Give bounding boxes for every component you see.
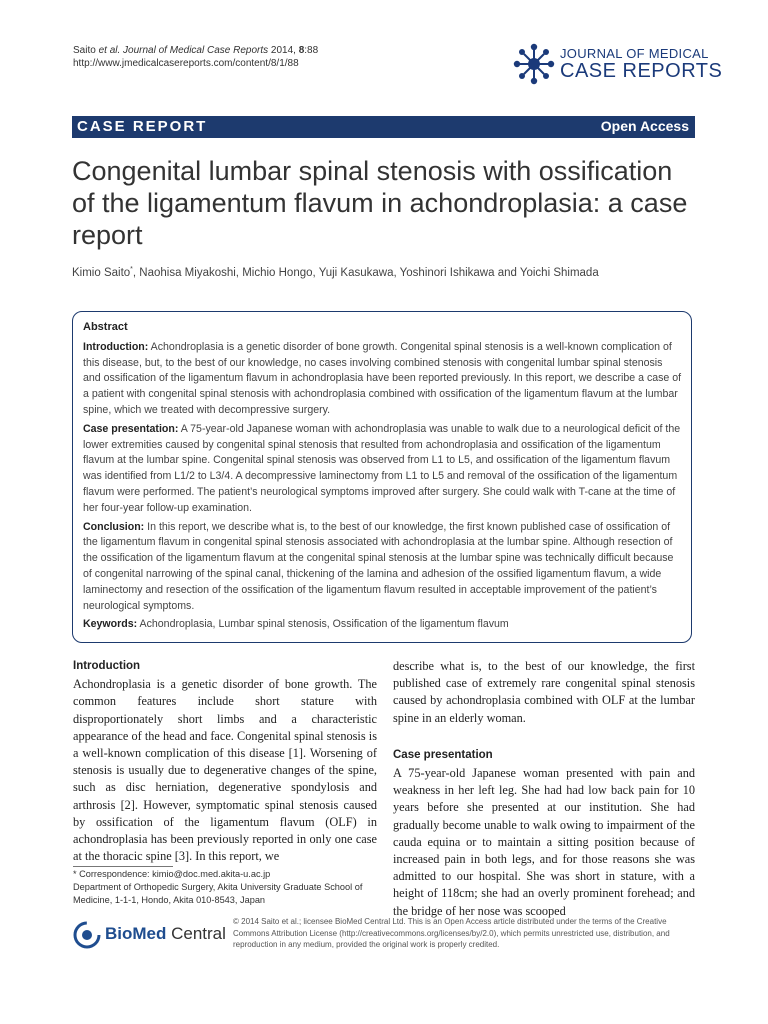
journal-logo-line1: JOURNAL OF MEDICAL xyxy=(560,46,709,61)
abstract-heading: Abstract xyxy=(83,321,128,333)
co-authors: , Naohisa Miyakoshi, Michio Hongo, Yuji Kasukawa, Yoshinori Ishikawa and Yoichi Shimada xyxy=(132,266,599,279)
footnote-divider xyxy=(73,866,173,867)
abstract-case-text: A 75-year-old Japanese woman with achondroplasia was unable to walk due to a neurological deficit of the lower extremities caused by congenital spinal stenosis that resulted from achondroplasia and ossification of the ligamentum flavum at the lumbar spine. Congenital spinal stenosis was observed from L1 to L5, and ossification of the ligamentum flavum was identified from L1/2 to L3/4. A decompressive laminectomy from L1 to L5 and removal of the ossification of the ligamentum flavum were performed. The patient’s neurological symptoms improved after surgery. She could walk with T-cane at the time of her four-year follow-up examination. xyxy=(83,422,681,514)
citation-journal: Journal of Medical Case Reports xyxy=(120,45,269,56)
article-type-bar xyxy=(72,116,695,138)
biomed-logo-bold: BioMed xyxy=(105,924,167,943)
citation-volume: 8 xyxy=(298,45,305,56)
corresponding-mark: * xyxy=(130,266,133,273)
abstract-introduction xyxy=(83,340,683,419)
abstract-conclusion-text: In this report, we describe what is, to the best of our knowledge, the first known published case of ossification of the ligamentum flavum in congenital spinal stenosis associated with achondroplasia at the lumbar spine. Although resection of the ossification of the ligamentum flavum at the congenital spinal stenosis at the lumbar spine was technically difficult because of congenital narrowing of the spinal canal, thickening of the lamina and adhesion of the ossified ligamentum flavum, a wide laminectomy and resection of the ossification of the ligamentum flavum resulted in acceptable improvement of the patient’s neurological symptoms. xyxy=(83,520,674,612)
affiliation-note: Department of Orthopedic Surgery, Akita University Graduate School of Medicine, 1-1-1, Hondo, Akita 010-8543, Japan xyxy=(73,882,363,905)
biomed-logo-rest: Central xyxy=(166,924,226,943)
keywords-text: Achondroplasia, Lumbar spinal stenosis, Ossification of the ligamentum flavum xyxy=(137,618,509,631)
journal-logo-line2: CASE REPORTS xyxy=(560,60,723,82)
citation-line xyxy=(73,44,318,57)
case-presentation-text: A 75-year-old Japanese woman presented with pain and weakness in her left leg. She had had low back pain for 10 years before she presented at our institution. She had gradually become unable to walk owing to impairment of the cauda equina or to maintain a sitting position because of increased pain in both legs, and for those reasons she was admitted to our hospital. She was short in stature, with a height of 118cm; she had an overly prominent forehead; and the bridge of her nose was scooped xyxy=(393,766,695,918)
first-author[interactable]: Kimio Saito xyxy=(72,266,131,279)
introduction-continued: describe what is, to the best of our knowledge, the first published case of extremely rare congenital spinal stenosis caused by achondroplasia combined with OLF at the lumbar spine in an elderly woman. xyxy=(393,659,695,725)
journal-emblem-icon xyxy=(512,42,556,86)
license-text: © 2014 Saito et al.; licensee BioMed Central Ltd. This is an Open Access article distributed under the terms of the Creative Commons Attribution License (http://creativecommons.org/licenses/by/2.0), which permits unrestricted use, distribution, and reproduction in any medium, provided the original work is properly credited. xyxy=(233,917,670,949)
introduction-heading: Introduction xyxy=(73,660,141,672)
biomed-logo-text xyxy=(105,924,226,944)
introduction-text: Achondroplasia is a genetic disorder of bone growth. The common features include short stature with disproportionately short limbs and a characteristic appearance of the head and face. Congenital spinal stenosis is a well-known complication of this disease [1]. Worsening of stenosis is usually due to degenerative changes of the spine, such as disc herniation, degenerative spondylosis and arthrosis [2]. However, symptomatic spinal stenosis caused by ossification of the ligamentum flavum (OLF) in achondroplasia has been previously reported in only one case at the thoracic spine [3]. In this report, we xyxy=(73,677,377,864)
citation-pages: :88 xyxy=(304,45,319,56)
abstract-keywords xyxy=(83,617,683,633)
abstract-intro-text: Achondroplasia is a genetic disorder of bone growth. Congenital spinal stenosis is a well-known complication of this disease, but, to the best of our knowledge, no cases involving combined stenosis with congenital lumbar spinal stenosis and ossification of the ligamentum flavum in achondroplasia have been reported previously. In this report, we describe a case of a patient with congenital spinal stenosis with achondroplasia combined with ossification of the ligamentum flavum at the lumbar spine, which we treated with decompressive surgery. xyxy=(83,340,682,416)
abstract-box xyxy=(72,311,692,643)
open-access-label: Open Access xyxy=(600,118,689,134)
journal-logo xyxy=(512,40,723,88)
citation-etal: et al. xyxy=(98,45,121,56)
correspondence-note[interactable]: * Correspondence: kimio@doc.med.akita-u.ac.jp xyxy=(73,869,271,879)
abstract-conclusion xyxy=(83,520,683,615)
abstract-case-presentation xyxy=(83,422,683,517)
biomed-central-logo xyxy=(73,921,226,949)
citation-authors: Saito xyxy=(73,45,99,56)
case-presentation-heading: Case presentation xyxy=(393,748,493,761)
body-left-column xyxy=(73,658,377,865)
article-url[interactable]: http://www.jmedicalcasereports.com/content/8/1/88 xyxy=(73,58,299,69)
abstract-intro-label: Introduction: xyxy=(83,340,149,353)
abstract-conclusion-label: Conclusion: xyxy=(83,520,145,533)
article-title: Congenital lumbar spinal stenosis with ossification of the ligamentum flavum in achondroplasia: a case report xyxy=(72,156,688,250)
keywords-label: Keywords: xyxy=(83,618,138,631)
citation-year: 2014, xyxy=(268,45,299,56)
body-right-column xyxy=(393,658,695,920)
footnotes xyxy=(73,868,373,907)
abstract-case-label: Case presentation: xyxy=(83,422,179,435)
author-list xyxy=(72,266,692,279)
article-type-label: CASE REPORT xyxy=(77,118,208,135)
biomed-swirl-icon xyxy=(73,921,101,949)
citation-header xyxy=(73,44,318,70)
